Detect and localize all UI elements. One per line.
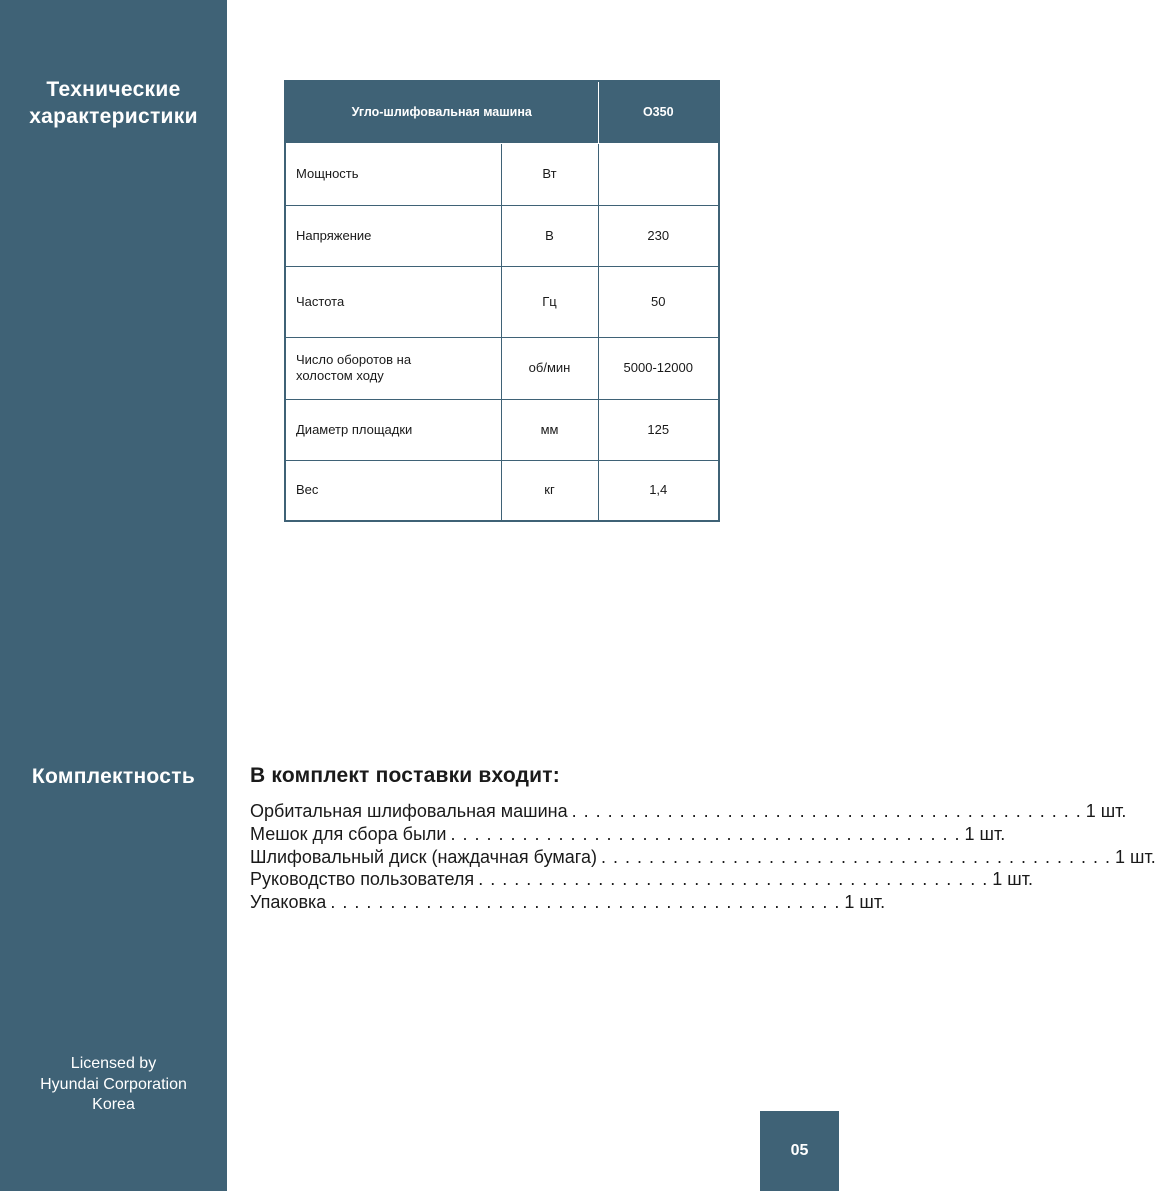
spec-value: 125 xyxy=(598,399,719,460)
spec-unit: Гц xyxy=(501,266,598,337)
list-item xyxy=(250,868,1033,891)
spec-table-header-row xyxy=(285,81,719,143)
list-item xyxy=(250,800,1127,823)
spec-name: Частота xyxy=(285,266,501,337)
list-item xyxy=(250,823,1006,846)
spec-unit: Вт xyxy=(501,143,598,205)
kit-title: В комплект поставки входит: xyxy=(250,764,560,787)
kit-item-name: Орбитальная шлифовальная машина xyxy=(250,801,568,821)
table-row xyxy=(285,460,719,521)
spec-name: Диаметр площадки xyxy=(285,399,501,460)
kit-list xyxy=(250,800,1156,914)
section-heading-kit: Комплектность xyxy=(31,765,196,788)
leader-dots: . . . . . . . . . . . . . . . . . . . . . . . . . . . . . . . . . . . . . . . . . . . xyxy=(478,869,989,890)
section-heading-specs xyxy=(0,76,227,130)
spec-value: 1,4 xyxy=(598,460,719,521)
spec-unit: В xyxy=(501,205,598,266)
spec-value: 5000-12000 xyxy=(598,337,719,399)
spec-name: Вес xyxy=(285,460,501,521)
kit-item-qty: 1 шт. xyxy=(844,892,886,913)
license-line: Hyundai Corporation xyxy=(40,1075,187,1093)
spec-value: 50 xyxy=(598,266,719,337)
spec-table xyxy=(284,80,720,522)
spec-table-header-model: O350 xyxy=(598,81,719,143)
spec-name: Напряжение xyxy=(285,205,501,266)
kit-item-name: Шлифовальный диск (наждачная бумага) xyxy=(250,846,597,867)
leader-dots: . . . . . . . . . . . . . . . . . . . . . . . . . . . . . . . . . . . . . . . . . . . xyxy=(600,846,1112,867)
section-heading-specs-text: Технические характеристики xyxy=(29,78,198,128)
kit-item-qty: 1 шт. xyxy=(964,823,1006,844)
spec-name: Число оборотов на холостом ходу xyxy=(285,337,501,399)
kit-item-qty: 1 шт. xyxy=(1085,801,1127,821)
list-item xyxy=(250,891,886,914)
sidebar xyxy=(0,0,227,1191)
kit-item-name: Мешок для сбора были xyxy=(250,823,447,844)
page-number: 05 xyxy=(760,1111,839,1191)
leader-dots: . . . . . . . . . . . . . . . . . . . . . . . . . . . . . . . . . . . . . . . . . . . xyxy=(450,823,961,844)
leader-dots: . . . . . . . . . . . . . . . . . . . . . . . . . . . . . . . . . . . . . . . . . . . xyxy=(330,892,841,913)
spec-value xyxy=(598,143,719,205)
table-row xyxy=(285,266,719,337)
spec-unit: мм xyxy=(501,399,598,460)
kit-item-qty: 1 шт. xyxy=(1115,846,1156,867)
table-row xyxy=(285,205,719,266)
table-row xyxy=(285,143,719,205)
spec-unit: кг xyxy=(501,460,598,521)
license-line: Korea xyxy=(92,1096,135,1113)
kit-item-qty: 1 шт. xyxy=(992,869,1033,890)
license-text xyxy=(0,1054,227,1116)
spec-table-header-name: Угло-шлифовальная машина xyxy=(285,81,598,143)
spec-name: Мощность xyxy=(285,143,501,205)
license-line: Licensed by xyxy=(70,1055,157,1072)
spec-value: 230 xyxy=(598,205,719,266)
leader-dots: . . . . . . . . . . . . . . . . . . . . . . . . . . . . . . . . . . . . . . . . . . . xyxy=(571,801,1082,821)
spec-unit: об/мин xyxy=(501,337,598,399)
table-row xyxy=(285,399,719,460)
table-row xyxy=(285,337,719,399)
kit-item-name: Упаковка xyxy=(250,892,327,913)
list-item xyxy=(250,846,1156,869)
kit-item-name: Руководство пользователя xyxy=(250,869,475,890)
